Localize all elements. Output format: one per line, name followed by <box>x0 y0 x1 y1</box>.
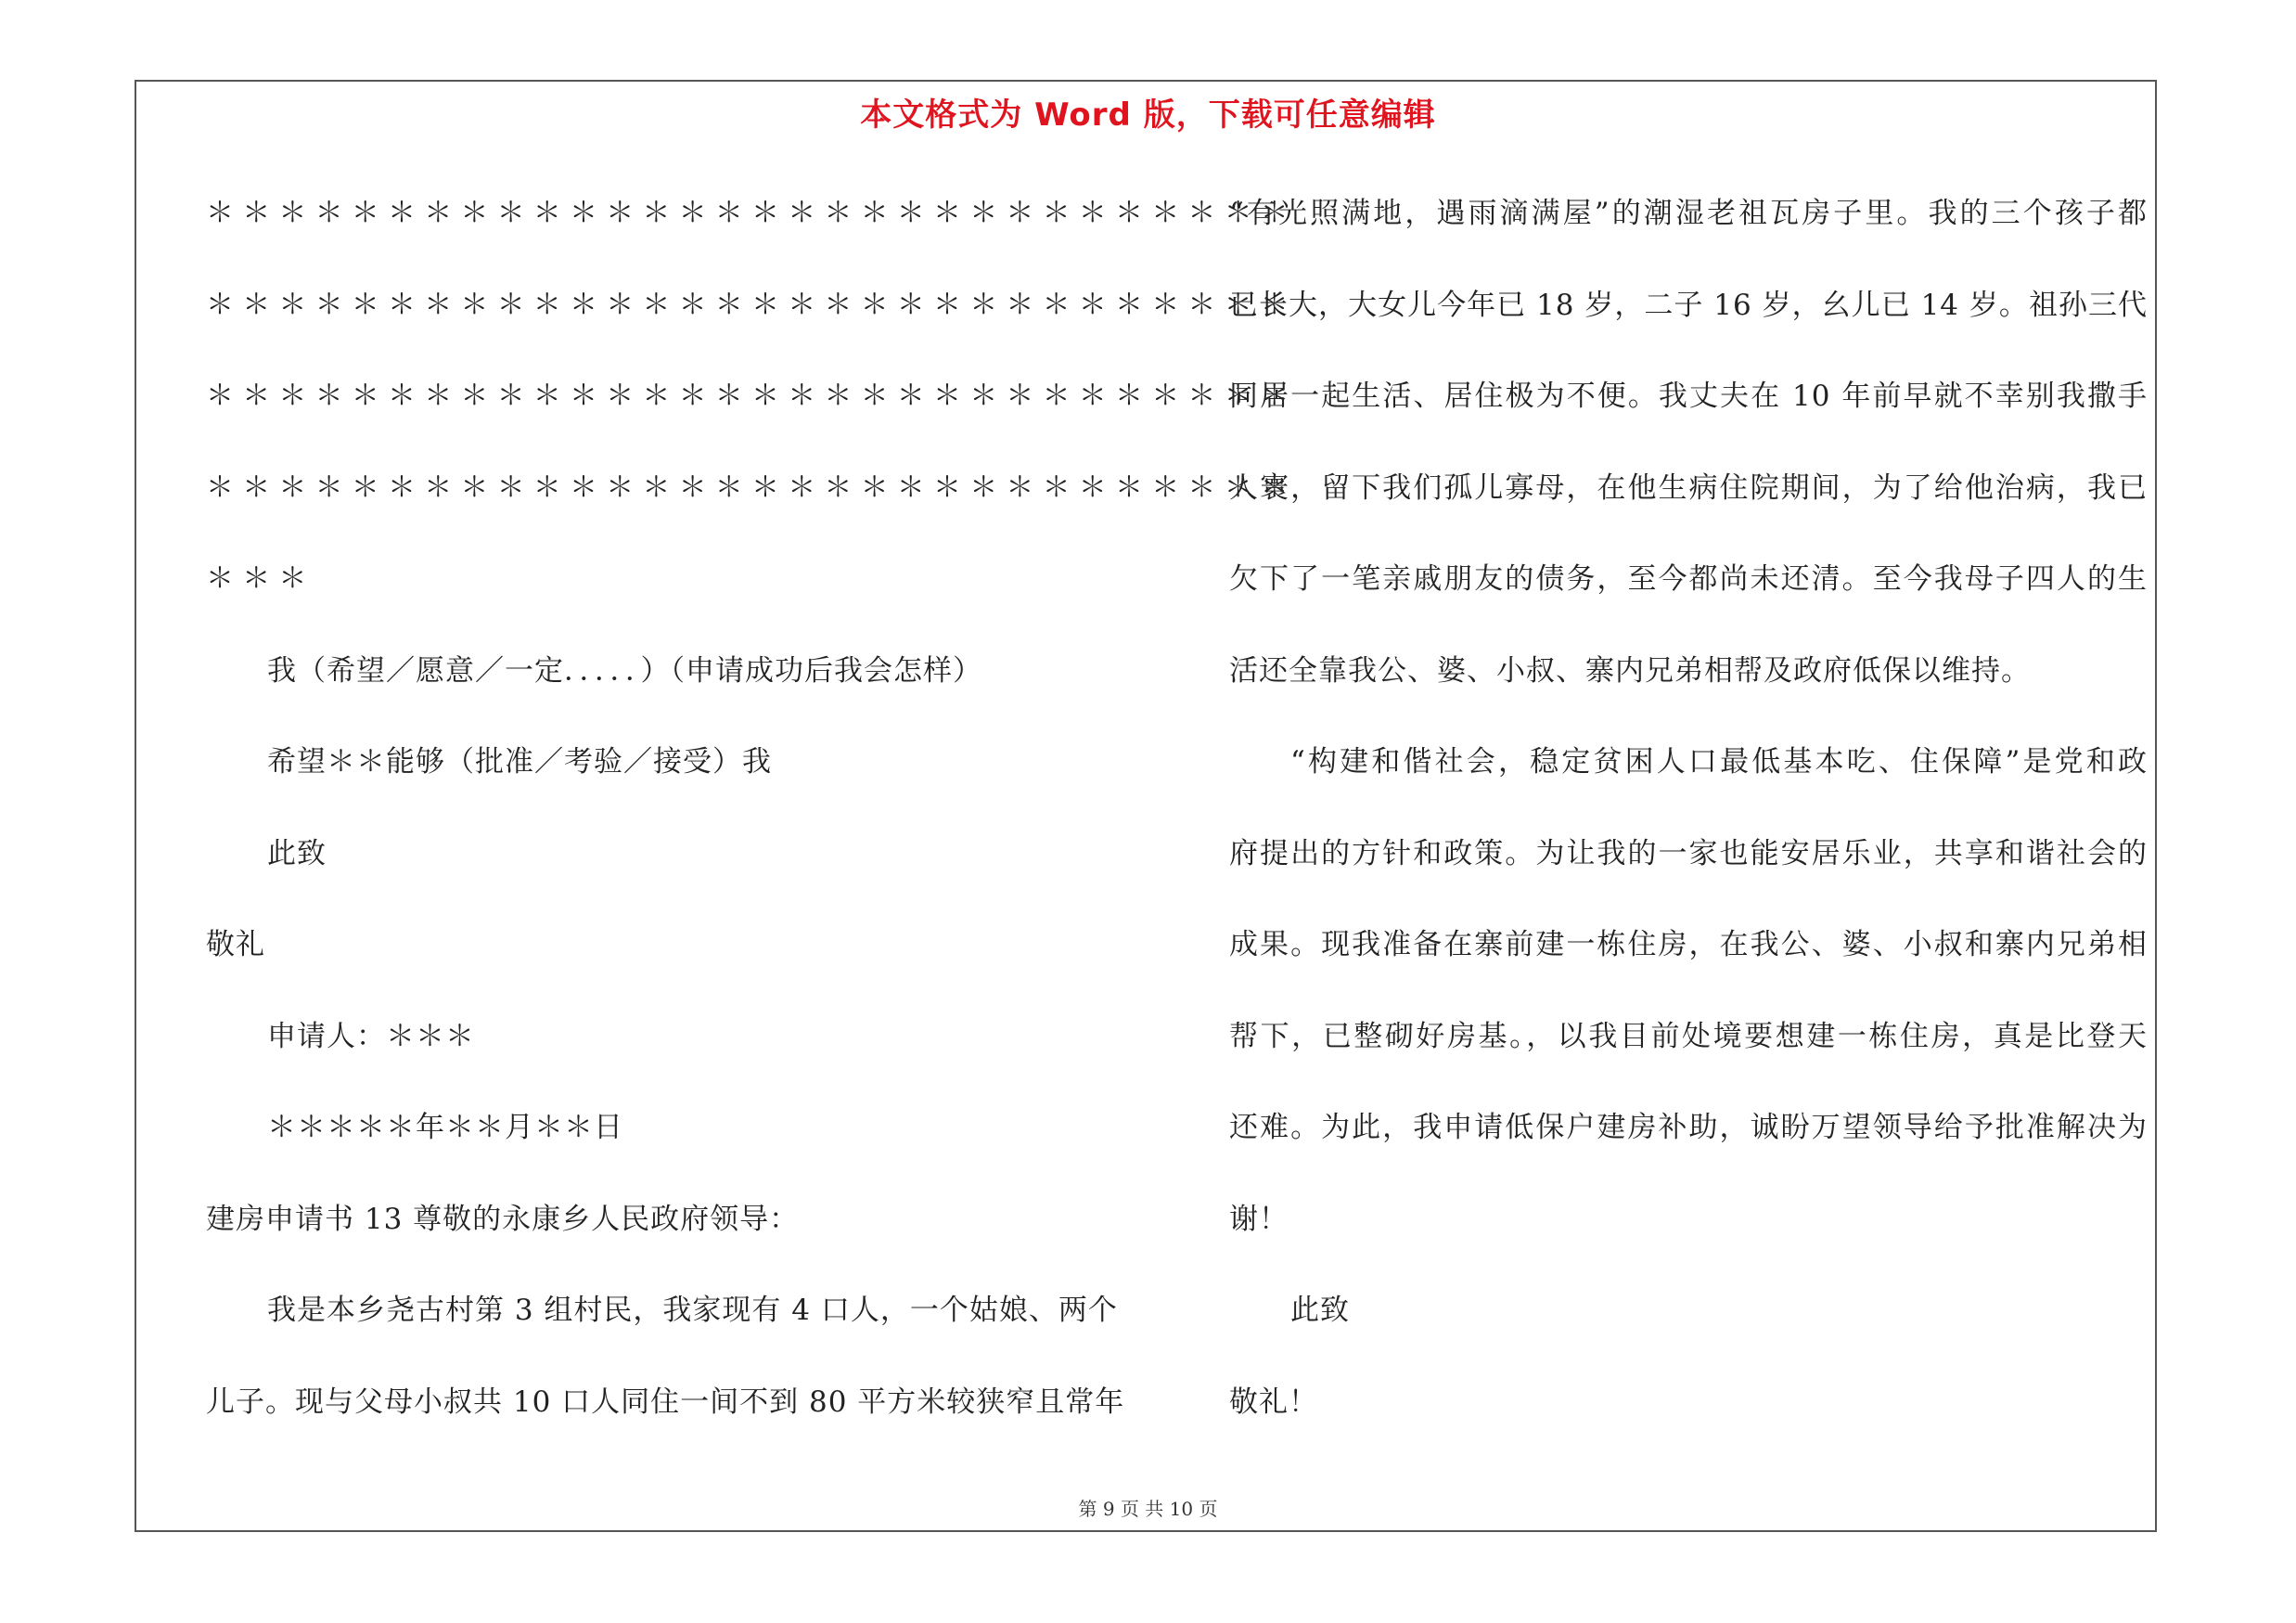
paragraph-line: 已长大，大女儿今年已 18 岁，二子 16 岁，幺儿已 14 岁。祖孙三代 <box>1229 288 2148 322</box>
stars-line: ＊＊＊＊＊＊＊＊＊＊＊＊＊＊＊＊＊＊＊＊＊＊＊＊＊＊＊＊＊＊ <box>206 288 1297 321</box>
salute-line: 敬礼！ <box>1229 1385 1318 1419</box>
format-banner: 本文格式为 Word 版，下载可任意编辑 <box>860 97 1436 134</box>
stars-line: ＊＊＊＊＊＊＊＊＊＊＊＊＊＊＊＊＊＊＊＊＊＊＊＊＊＊＊＊＊＊ <box>206 197 1297 229</box>
letter-heading: 建房申请书 13 尊敬的永康乡人民政府领导： <box>206 1202 800 1236</box>
salute-line: 敬礼 <box>206 928 265 961</box>
closing-line: 此致 <box>1290 1294 1350 1327</box>
paragraph-line: 同居一起生活、居住极为不便。我丈夫在 10 年前早就不幸别我撒手 <box>1229 380 2148 413</box>
paragraph-line: 人寰，留下我们孤儿寡母，在他生病住院期间，为了给他治病，我已 <box>1229 470 2148 505</box>
paragraph-line: “有光照满地，遇雨滴满屋”的潮湿老祖瓦房子里。我的三个孩子都 <box>1229 197 2148 230</box>
paragraph-line: “构建和偕社会，稳定贫困人口最低基本吃、住保障”是党和政 <box>1290 745 2148 779</box>
stars-line: ＊＊＊ <box>206 562 315 595</box>
wish-line: 我（希望／愿意／一定．．．．．）（申请成功后我会怎样） <box>267 653 982 688</box>
stars-line: ＊＊＊＊＊＊＊＊＊＊＊＊＊＊＊＊＊＊＊＊＊＊＊＊＊＊＊＊＊＊ <box>206 380 1297 412</box>
closing-line: 此致 <box>267 836 327 870</box>
applicant-line: 申请人：＊＊＊ <box>267 1019 475 1053</box>
paragraph-line: 我是本乡尧古村第 3 组村民，我家现有 4 口人，一个姑娘、两个 <box>267 1294 1118 1327</box>
paragraph-line: 欠下了一笔亲戚朋友的债务，至今都尚未还清。至今我母子四人的生 <box>1229 562 2148 596</box>
left-column <box>206 182 1297 1462</box>
right-column <box>1229 182 2157 1462</box>
date-line: ＊＊＊＊＊年＊＊月＊＊日 <box>267 1111 623 1144</box>
paragraph-line: 儿子。现与父母小叔共 10 口人同住一间不到 80 平方米较狭窄且常年 <box>206 1385 1125 1419</box>
paragraph-line: 府提出的方针和政策。为让我的一家也能安居乐业，共享和谐社会的 <box>1229 836 2148 870</box>
paragraph-line: 成果。现我准备在寨前建一栋住房，在我公、婆、小叔和寨内兄弟相 <box>1229 928 2148 961</box>
page-number: 第 9 页 共 10 页 <box>1078 1498 1218 1520</box>
hope-line: 希望＊＊能够（批准／考验／接受）我 <box>267 745 772 779</box>
paragraph-line: 还难。为此，我申请低保户建房补助，诚盼万望领导给予批准解决为 <box>1229 1111 2148 1144</box>
paragraph-line: 谢！ <box>1229 1202 1289 1236</box>
paragraph-line: 活还全靠我公、婆、小叔、寨内兄弟相帮及政府低保以维持。 <box>1229 653 2031 688</box>
paragraph-line: 帮下，已整砌好房基。，以我目前处境要想建一栋住房，真是比登天 <box>1229 1019 2148 1053</box>
stars-line: ＊＊＊＊＊＊＊＊＊＊＊＊＊＊＊＊＊＊＊＊＊＊＊＊＊＊＊＊＊＊ <box>206 470 1297 504</box>
